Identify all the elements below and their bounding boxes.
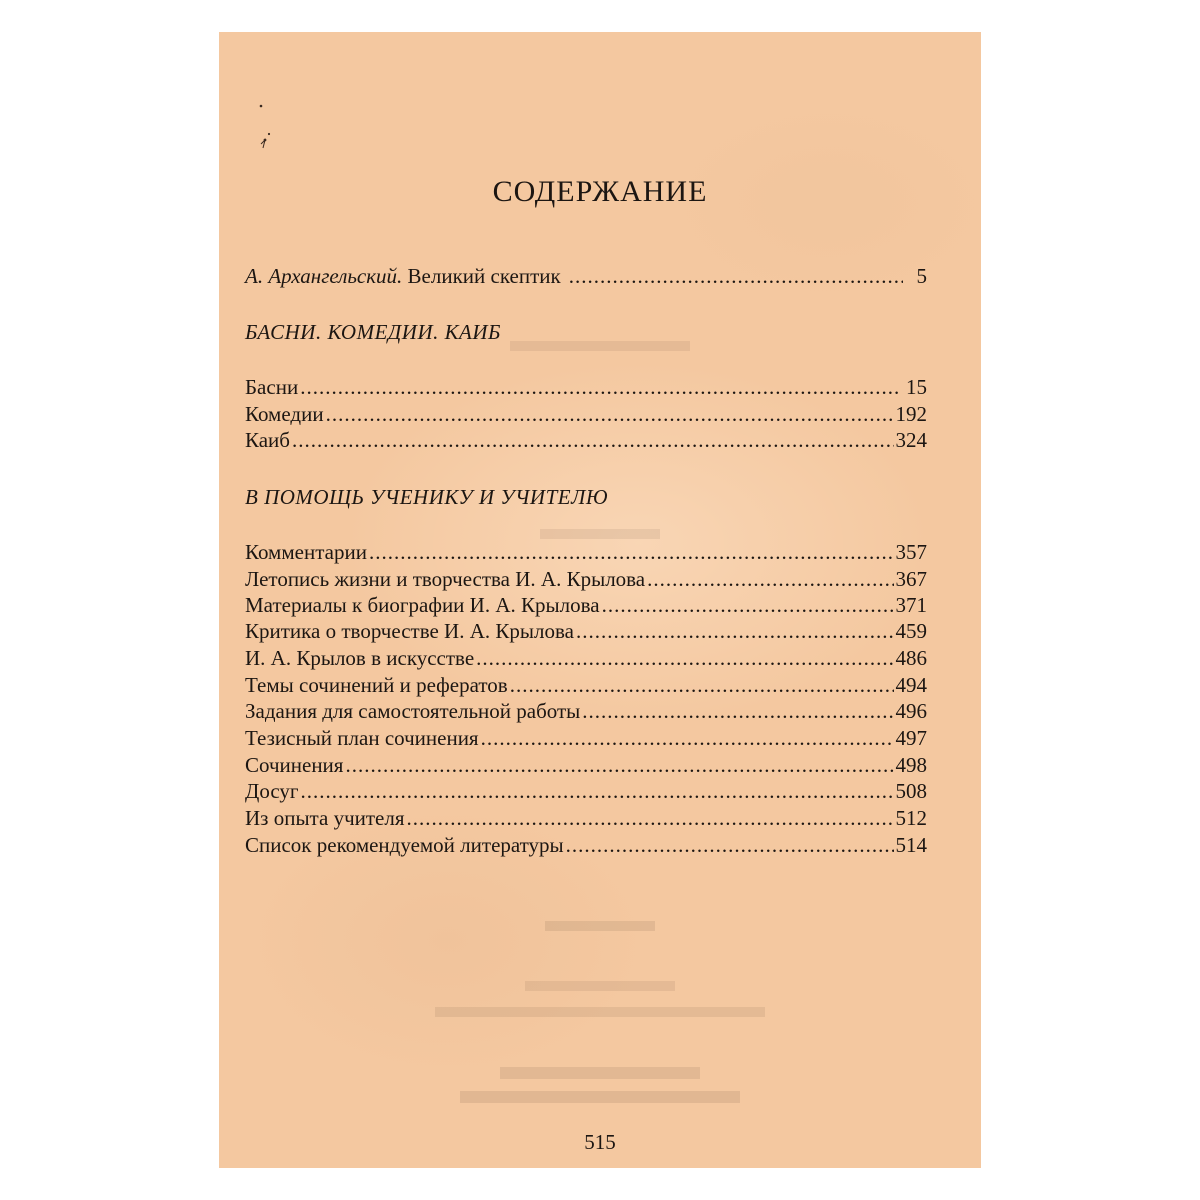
toc-entry-page: 496 xyxy=(895,699,927,723)
toc-entry-title: Тезисный план сочинения xyxy=(245,726,479,750)
show-through-line xyxy=(219,1060,981,1074)
show-through-line xyxy=(219,912,981,926)
toc-entry xyxy=(245,698,927,724)
show-through-line xyxy=(219,520,981,534)
toc-entry-page: 357 xyxy=(895,540,927,564)
toc-entry-page: 192 xyxy=(895,402,927,426)
toc-entry xyxy=(245,805,927,831)
toc-entry-page: 367 xyxy=(895,567,927,591)
toc-entry xyxy=(245,778,927,804)
toc-entry-title: Басни xyxy=(245,375,299,399)
page-number: 515 xyxy=(584,1130,616,1154)
book-page xyxy=(219,32,981,1168)
toc-entry xyxy=(245,401,927,427)
toc-entry xyxy=(245,427,927,453)
toc-entry xyxy=(245,752,927,778)
toc-entry-title: Каиб xyxy=(245,428,290,452)
dot-leader xyxy=(326,401,894,427)
toc-entry-page: 494 xyxy=(895,673,927,697)
toc-entry-title: Список рекомендуемой литературы xyxy=(245,833,564,857)
toc-entry-page: 508 xyxy=(895,779,927,803)
toc-entry xyxy=(245,672,927,698)
toc-entry xyxy=(245,832,927,858)
show-through-line xyxy=(219,998,981,1012)
dot-leader xyxy=(582,698,893,724)
toc-entry-page: 15 xyxy=(906,375,927,399)
dot-leader xyxy=(476,645,893,671)
toc-entry xyxy=(245,618,927,644)
dot-leader xyxy=(407,805,894,831)
toc-entry xyxy=(245,374,927,400)
toc-entry-page: 5 xyxy=(916,264,927,288)
dot-leader xyxy=(576,618,894,644)
section-heading: БАСНИ. КОМЕДИИ. КАИБ xyxy=(245,320,501,344)
toc-entry xyxy=(245,592,927,618)
dot-leader xyxy=(647,566,893,592)
toc-entry-page: 324 xyxy=(895,428,927,452)
page-title: СОДЕРЖАНИЕ xyxy=(492,175,708,208)
toc-entry-title: Темы сочинений и рефератов xyxy=(245,673,508,697)
toc-entry xyxy=(245,645,927,671)
toc-entry-title: Задания для самостоятельной работы xyxy=(245,699,581,723)
toc-entry-page: 497 xyxy=(895,726,927,750)
toc-entry-title: Летопись жизни и творчества И. А. Крылова xyxy=(245,567,646,591)
toc-entry-title: И. А. Крылов в искусстве xyxy=(245,646,475,670)
toc-entry-title: Великий скептик xyxy=(407,264,561,288)
toc-entry-page: 486 xyxy=(895,646,927,670)
dot-leader xyxy=(510,672,894,698)
toc-entry-title: Досуг xyxy=(245,779,299,803)
toc-entry-page: 514 xyxy=(895,833,927,857)
toc-entry xyxy=(245,539,927,565)
toc-entry-intro xyxy=(245,263,927,289)
dot-leader xyxy=(602,592,894,618)
show-through-line xyxy=(219,972,981,986)
toc-entry-author: А. Архангельский. xyxy=(245,264,403,288)
show-through-line xyxy=(219,1084,981,1098)
toc-entry-title: Комедии xyxy=(245,402,324,426)
toc-entry-title: Из опыта учителя xyxy=(245,806,405,830)
toc-entry-page: 371 xyxy=(895,593,927,617)
dot-leader xyxy=(292,427,894,453)
toc-entry-title: Сочинения xyxy=(245,753,344,777)
toc-entry-page: 512 xyxy=(895,806,927,830)
dot-leader xyxy=(300,374,898,400)
dot-leader xyxy=(345,752,893,778)
toc-entry-title: Материалы к биографии И. А. Крылова xyxy=(245,593,600,617)
ink-specks xyxy=(255,100,285,160)
toc-entry-label xyxy=(245,263,561,289)
section-heading: В ПОМОЩЬ УЧЕНИКУ И УЧИТЕЛЮ xyxy=(245,485,608,509)
toc-entry xyxy=(245,566,927,592)
toc-entry-page: 459 xyxy=(895,619,927,643)
dot-leader xyxy=(481,725,894,751)
toc-entry-title: Критика о творчестве И. А. Крылова xyxy=(245,619,574,643)
dot-leader xyxy=(569,263,903,289)
toc-entry xyxy=(245,725,927,751)
dot-leader xyxy=(369,539,894,565)
dot-leader xyxy=(566,832,894,858)
toc-entry-title: Комментарии xyxy=(245,540,367,564)
dot-leader xyxy=(301,778,894,804)
toc-entry-page: 498 xyxy=(895,753,927,777)
